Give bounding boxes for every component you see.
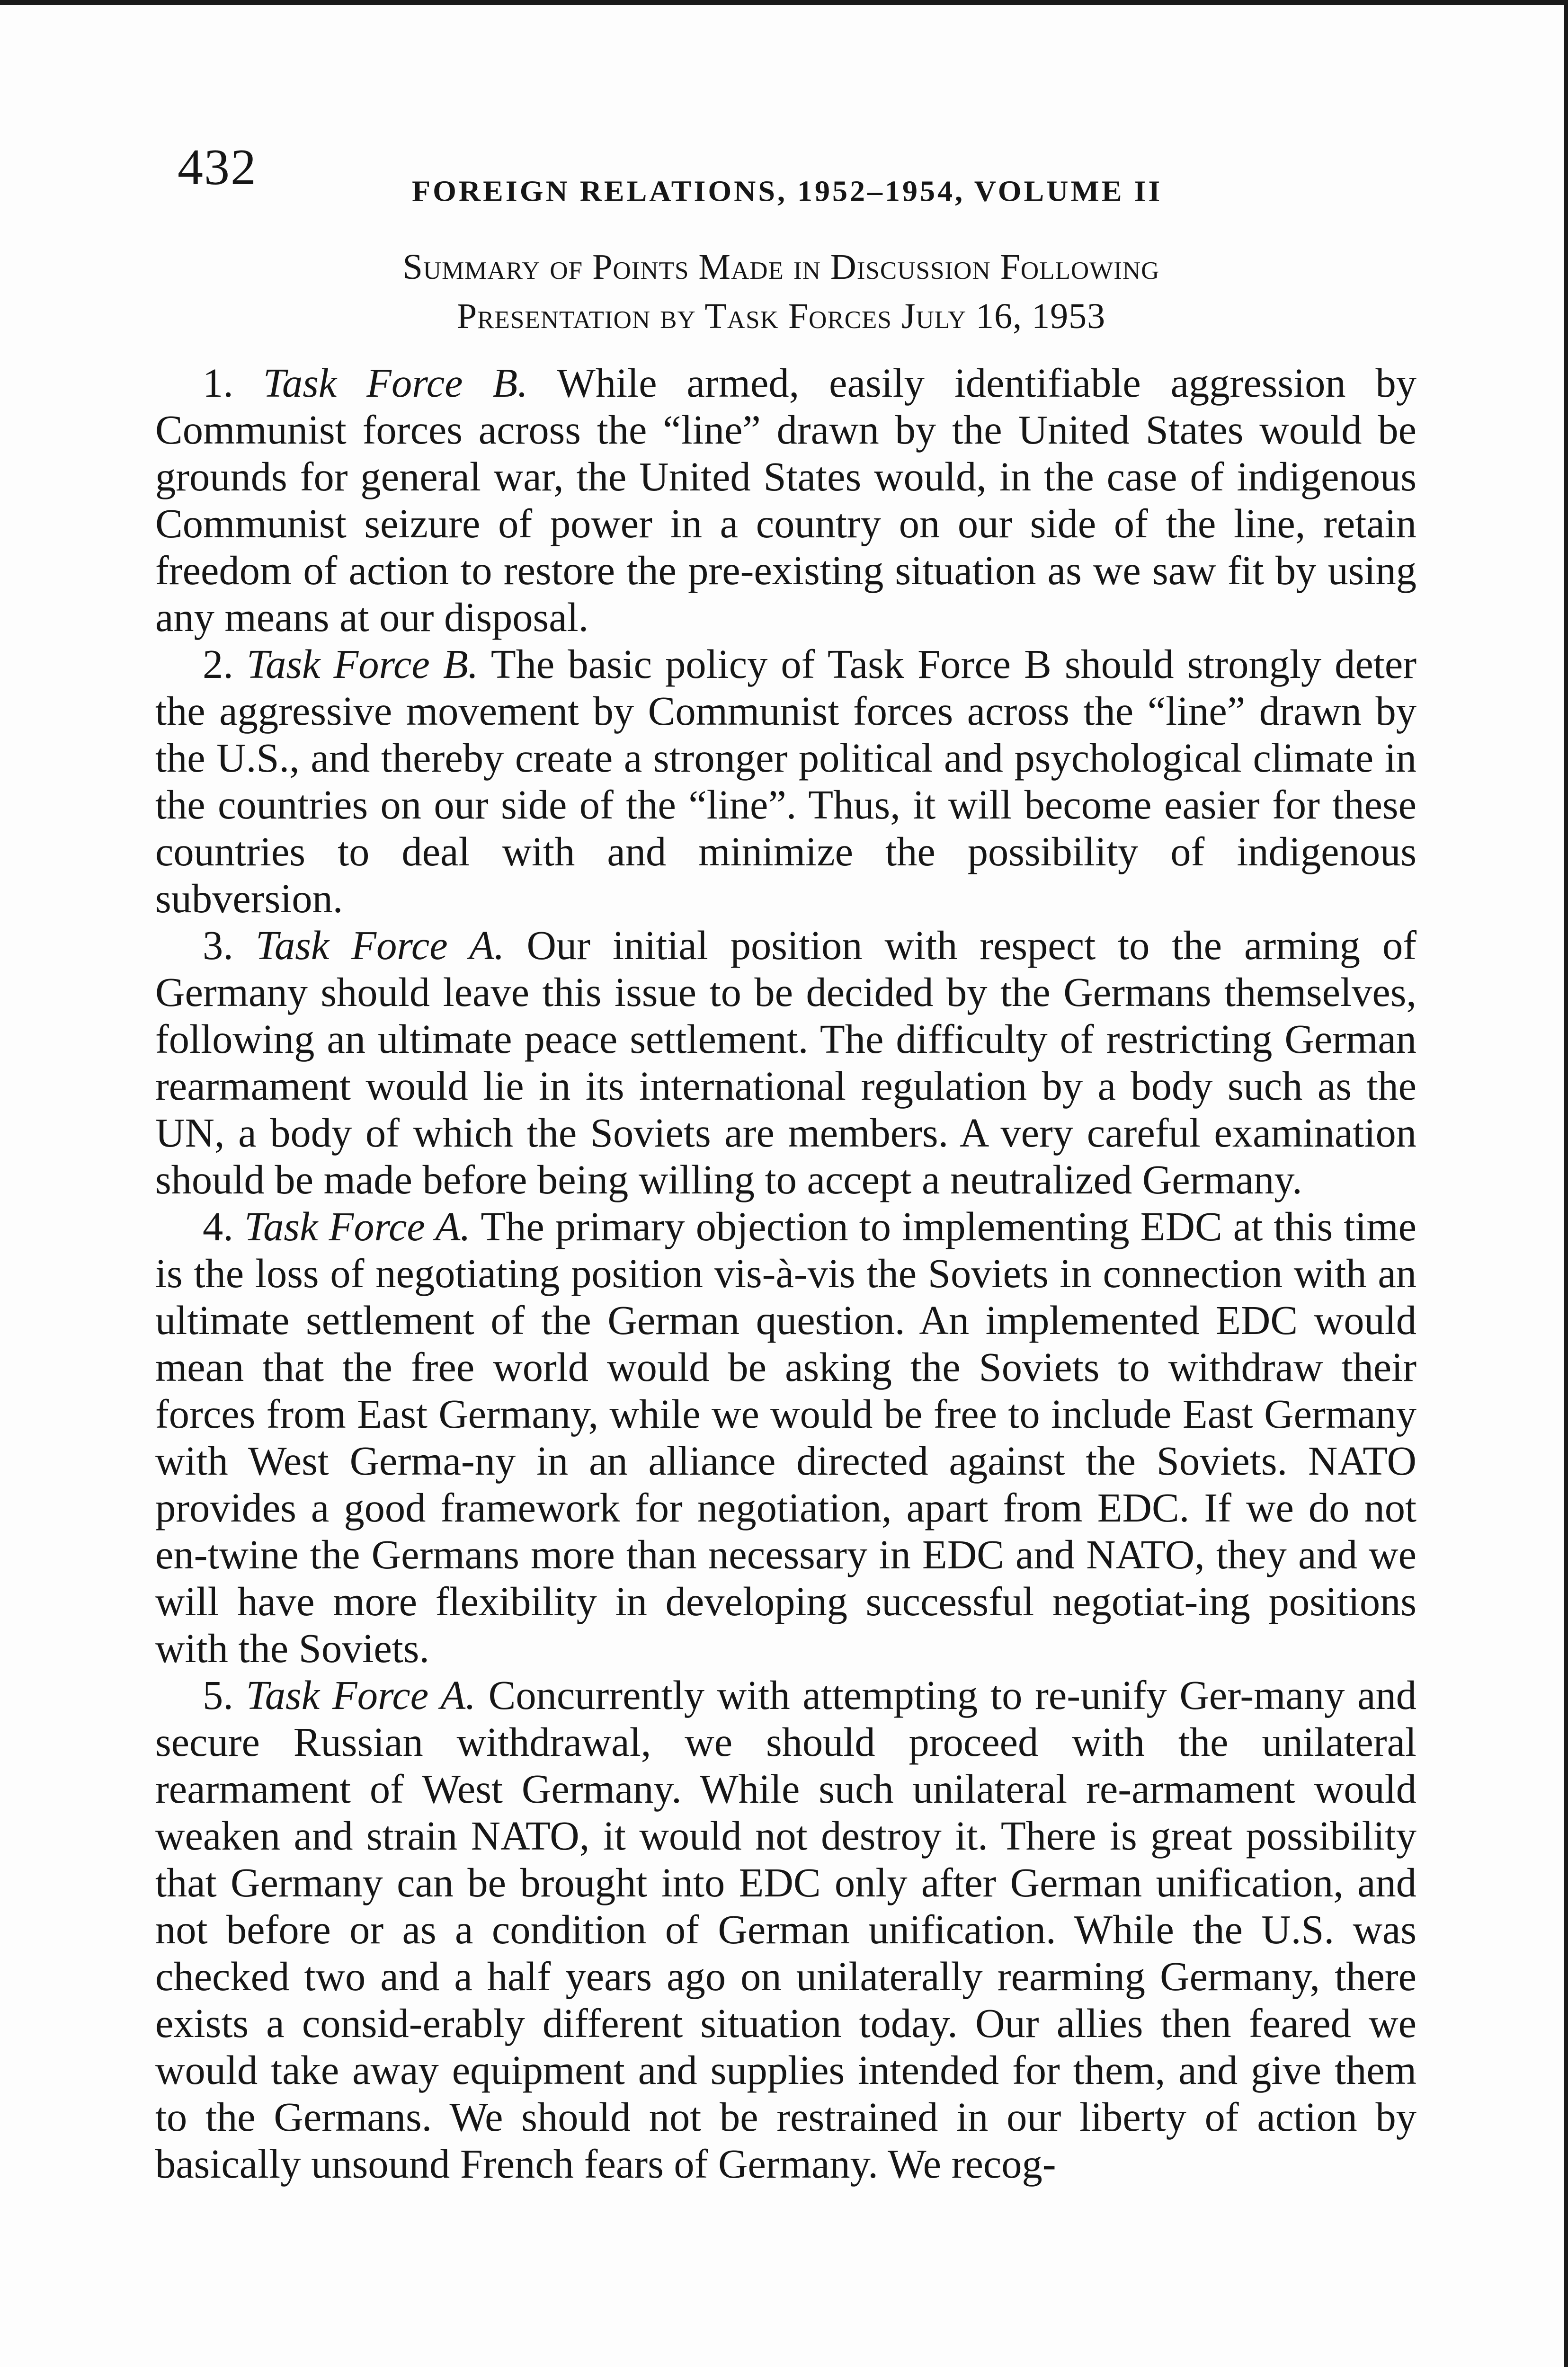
- paragraph-3: [155, 922, 1417, 1203]
- paragraph-4: [155, 1203, 1417, 1672]
- paragraph-number: 1.: [203, 360, 233, 406]
- paragraph-heading: Task Force B.: [246, 641, 479, 687]
- paragraph-text: The basic policy of Task Force B should strongly deter the aggressive movement by Communist forces across the “line” drawn by the U.S., and thereby create a stronger political and psychological climate in the countries on our side of the “line”. Thus, it will become easier for these countries to deal with and minimize the possibility of indigenous subversion.: [155, 641, 1417, 921]
- running-head: FOREIGN RELATIONS, 1952–1954, VOLUME II: [412, 174, 1163, 208]
- paragraph-heading: Task Force A.: [246, 1673, 476, 1718]
- paragraph-heading: Task Force A.: [244, 1204, 471, 1249]
- paragraph-5: [155, 1672, 1417, 2188]
- body-text: [155, 360, 1417, 2188]
- paragraph-number: 4.: [203, 1204, 233, 1249]
- paragraph-heading: Task Force A.: [255, 923, 505, 968]
- paragraph-text: Our initial position with respect to the arming of Germany should leave this issue to be decided by the Germans themselves, following an ultimate peace settlement. The difficulty of restricting German rearmament would lie in its international regulation by a body such as the UN, a body of which the Soviets are members. A very careful examination should be made before being willing to accept a neutralized Germany.: [155, 923, 1417, 1202]
- paragraph-text: The primary objection to implementing EDC at this time is the loss of negotiating position vis-à-vis the Soviets in connection with an ultimate settlement of the German question. An implemented EDC would mean that the free world would be asking the Soviets to withdraw their forces from East Germany, while we would be free to include East Germany with West Germa-ny in an alliance directed against the Soviets. NATO provides a good framework for negotiation, apart from EDC. If we do not en-twine the Germans more than necessary in EDC and NATO, they and we will have more flexibility in developing successful negotiat-ing positions with the Soviets.: [155, 1204, 1417, 1671]
- paragraph-heading: Task Force B.: [263, 360, 528, 406]
- paragraph-number: 3.: [203, 923, 233, 968]
- section-title-line-2: Presentation by Task Forces July 16, 1953: [456, 296, 1106, 336]
- scan-right-edge: [1564, 0, 1568, 2367]
- page-number: 432: [178, 139, 257, 196]
- paragraph-text: Concurrently with attempting to re-unify Ger-many and secure Russian withdrawal, we should proceed with the unilateral rearmament of West Germany. While such unilateral re-armament would weaken and strain NATO, it would not destroy it. There is great possibility that Germany can be brought into EDC only after German unification, and not before or as a condition of German unification. While the U.S. was checked two and a half years ago on unilaterally rearming Germany, there exists a consid-erably different situation today. Our allies then feared we would take away equipment and supplies intended for them, and give them to the Germans. We should not be restrained in our liberty of action by basically unsound French fears of Germany. We recog-: [155, 1673, 1417, 2187]
- paragraph-text: While armed, easily identifiable aggression by Communist forces across the “line” drawn by the United States would be grounds for general war, the United States would, in the case of indigenous Communist seizure of power in a country on our side of the line, retain freedom of action to restore the pre-existing situation as we saw fit by using any means at our disposal.: [155, 360, 1417, 640]
- scan-top-edge: [0, 0, 1568, 5]
- paragraph-number: 2.: [203, 641, 233, 687]
- section-title-line-1: Summary of Points Made in Discussion Following: [402, 247, 1160, 287]
- paragraph-2: [155, 641, 1417, 922]
- paragraph-number: 5.: [203, 1673, 233, 1718]
- paragraph-1: [155, 360, 1417, 641]
